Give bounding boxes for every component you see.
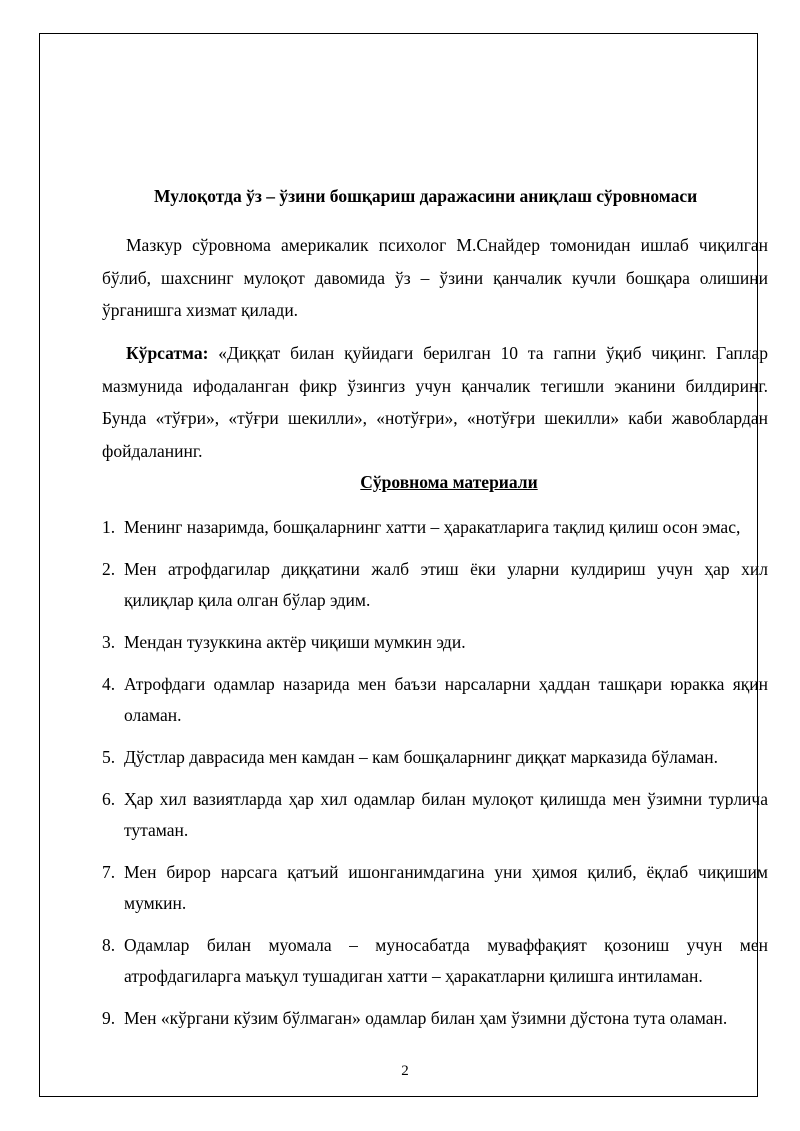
document-title: Мулоқотда ўз – ўзини бошқариш даражасини аниқлаш сўровномаси [154, 186, 698, 206]
item-number: 7. [102, 862, 116, 882]
list-item [102, 627, 768, 658]
instruction-text: «Диққат билан қуйидаги берилган 10 та гапни ўқиб чиқинг. Гаплар мазмунида ифодаланган фикр ўзингиз учун қанчалик тегишли эканини билдиринг. Бунда «тўғри», «тўғри шекилли», «нотўғри», «нотўғри шекилли» каби жавоблардан фойдаланинг. [102, 343, 768, 461]
item-number: 9. [102, 1008, 116, 1028]
page-number: 2 [401, 1063, 409, 1079]
item-number: 3. [102, 632, 116, 652]
intro-paragraph: Мазкур сўровнома америкалик психолог М.Снайдер томонидан ишлаб чиқилган бўлиб, шахснинг мулоқот давомида ўз – ўзини қанчалик кучли бошқара олишини ўрганишга хизмат қилади. [102, 235, 768, 320]
list-item [102, 1003, 768, 1034]
item-number: 1. [102, 517, 116, 537]
list-item [102, 669, 768, 731]
list-item [102, 784, 768, 846]
item-text: Мен бирор нарсага қатъий ишонганимдагина уни ҳимоя қилиб, ёқлаб чиқишим мумкин. [124, 862, 768, 913]
list-item [102, 512, 768, 543]
list-item [102, 930, 768, 992]
item-number: 5. [102, 747, 116, 767]
item-number: 8. [102, 935, 116, 955]
list-item [102, 742, 768, 773]
instruction-paragraph [102, 337, 768, 467]
item-text: Мендан тузуккина актёр чиқиши мумкин эди. [124, 632, 466, 652]
item-text: Мен атрофдагилар диққатини жалб этиш ёки уларни кулдириш учун ҳар хил қилиқлар қила олган бўлар эдим. [124, 559, 768, 610]
section-title: Сўровнома материали [360, 472, 538, 492]
item-number: 4. [102, 674, 116, 694]
item-text: Одамлар билан муомала – муносабатда муваффақият қозониш учун мен атрофдагиларга маъқул тушадиган хатти – ҳаракатларни қилишга интиламан. [124, 935, 768, 986]
item-number: 2. [102, 559, 116, 579]
item-text: Атрофдаги одамлар назарида мен баъзи нарсаларни ҳаддан ташқари юракка яқин оламан. [124, 674, 768, 725]
list-item [102, 857, 768, 919]
instruction-lead: Кўрсатма: [126, 343, 209, 363]
item-text: Менинг назаримда, бошқаларнинг хатти – ҳаракатларига тақлид қилиш осон эмас, [124, 517, 741, 537]
item-text: Дўстлар даврасида мен камдан – кам бошқаларнинг диққат марказида бўламан. [124, 747, 719, 767]
item-text: Ҳар хил вазиятларда ҳар хил одамлар билан мулоқот қилишда мен ўзимни турлича тутаман. [124, 789, 768, 840]
list-item [102, 554, 768, 616]
item-text: Мен «кўргани кўзим бўлмаган» одамлар билан ҳам ўзимни дўстона тута оламан. [124, 1008, 728, 1028]
item-number: 6. [102, 789, 116, 809]
questionnaire-list [102, 512, 768, 1045]
